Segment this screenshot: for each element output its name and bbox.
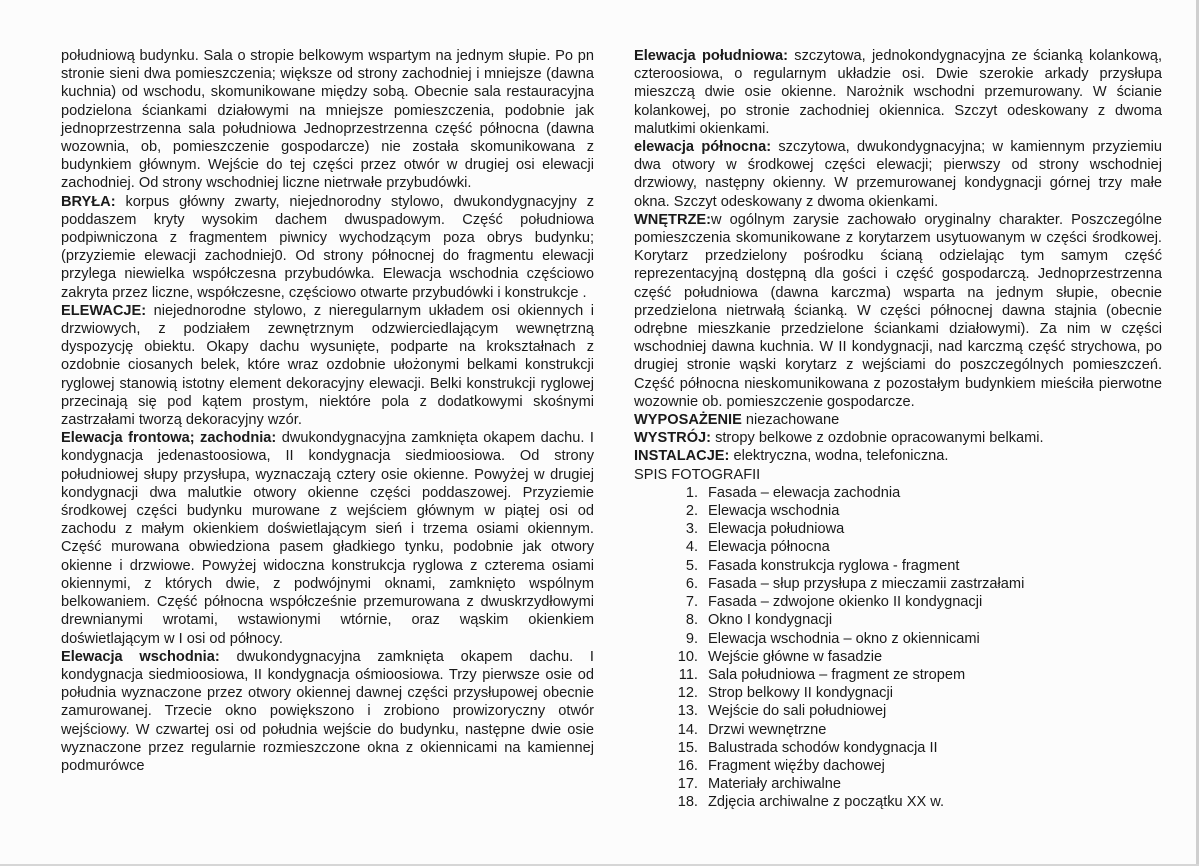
photo-list-item xyxy=(634,538,1162,556)
paragraph-text: elektryczna, wodna, telefoniczna. xyxy=(729,448,949,465)
photo-list-item xyxy=(634,611,1162,629)
paragraph-elewacja-polnocna xyxy=(634,138,1162,211)
paragraph-label: WYPOSAŻENIE xyxy=(634,412,742,429)
photo-list-item xyxy=(634,575,1162,593)
photo-list-caption: Fragment więźby dachowej xyxy=(708,757,885,774)
photo-list-caption: Fasada konstrukcja ryglowa - fragment xyxy=(708,557,960,574)
photo-list-number: 10. xyxy=(677,648,698,665)
photo-list-number: 5. xyxy=(685,557,698,574)
photo-list-item xyxy=(634,721,1162,739)
paragraph-elewacja-wschodnia xyxy=(61,648,594,775)
paragraph-text: stropy belkowe z ozdobnie opracowanymi belkami. xyxy=(711,430,1044,447)
photo-list-number: 1. xyxy=(685,484,698,501)
paragraph-label: elewacja północna: xyxy=(634,139,772,156)
photo-list-number: 3. xyxy=(685,521,698,538)
photo-list-item xyxy=(634,484,1162,502)
photo-list-item xyxy=(634,557,1162,575)
photo-list-item xyxy=(634,793,1162,811)
photo-list-item xyxy=(634,648,1162,666)
photo-list-caption: Fasada – zdwojone okienko II kondygnacji xyxy=(708,594,983,611)
paragraph-label: Elewacja wschodnia: xyxy=(61,648,220,665)
photo-list-item xyxy=(634,702,1162,720)
paragraph-text: szczytowa, dwukondygnacyjna; w kamiennym przyziemiu dwa otwory w środkowej części elewacji; pierwszy od strony wschodniej drzwiowy, następny okienny. W przemurowanej kondygnacji górnej trzy małe okna. Szczyt odeskowany z dwoma okienkami. xyxy=(634,139,1162,210)
paragraph-label: ELEWACJE: xyxy=(61,302,147,319)
photo-list-caption: Fasada – słup przysłupa z mieczamii zastrzałami xyxy=(708,575,1025,592)
paragraph-label: Elewacja frontowa; zachodnia: xyxy=(61,430,277,447)
paragraph-label: WNĘTRZE: xyxy=(634,211,712,228)
paragraph-wystroj xyxy=(634,429,1162,447)
photo-list-caption: Fasada – elewacja zachodnia xyxy=(708,484,901,501)
photo-list-caption: Wejście do sali południowej xyxy=(708,703,887,720)
photo-list-item xyxy=(634,630,1162,648)
photo-list-item xyxy=(634,520,1162,538)
paragraph-label: Elewacja południowa: xyxy=(634,48,788,64)
photo-list-number: 7. xyxy=(685,594,698,611)
photo-list-number: 12. xyxy=(677,685,698,702)
paragraph-text: korpus główny zwarty, niejednorodny stylowo, dwukondygnacyjny z poddaszem kryty wysokim dachem dwuspadowym. Część południowa podpiwniczona z fragmentem piwnicy wychodzącym poza obrys budynku; (przyziemie elewacji zachodniej0. Od strony północnej do fragmentu elewacji przylega niewielka współczesna przybudówka. Elewacja wschodnia częściowo zakryta przez liczne, współczesne, częściowo otwarte przybudówki i konstrukcje . xyxy=(61,193,594,301)
photo-list-number: 13. xyxy=(677,703,698,720)
photo-list xyxy=(634,484,1162,812)
photo-list-number: 18. xyxy=(677,794,698,811)
paragraph-label: INSTALACJE: xyxy=(634,448,730,465)
paragraph-elewacje xyxy=(61,302,594,429)
photo-list-number: 9. xyxy=(685,630,698,647)
paragraph-label: BRYŁA: xyxy=(61,193,116,210)
paragraph-text: niezachowane xyxy=(741,412,840,429)
photo-list-item xyxy=(634,775,1162,793)
photo-list-caption: Strop belkowy II kondygnacji xyxy=(708,685,893,702)
photo-list-number: 2. xyxy=(685,503,698,520)
paragraph-bryla xyxy=(61,193,594,302)
photo-list-caption: Sala południowa – fragment ze stropem xyxy=(708,666,966,683)
photo-list-caption: Drzwi wewnętrzne xyxy=(708,721,827,738)
paragraph-elewacja-poludniowa xyxy=(634,47,1162,138)
photo-list-caption: Okno I kondygnacji xyxy=(708,612,833,629)
photo-list-caption: Zdjęcia archiwalne z początku XX w. xyxy=(708,794,945,811)
photo-list-item xyxy=(634,739,1162,757)
photo-list-item xyxy=(634,757,1162,775)
paragraph-text: południową budynku. Sala o stropie belkowym wspartym na jednym słupie. Po pn stronie sieni dwa pomieszczenia; większe od strony zachodniej i mniejsze (dawna kuchnia) od wschodu, skomunikowane między sobą. Obecnie sala restauracyjna podzielona ściankami działowymi na mniejsze pomieszczenia, podobnie jak jednoprzestrzenna sala południowa Jednoprzestrzenna część północna (dawna wozownia, ob, pomieszczenie gospodarcze) nie została skomunikowana z budynkiem głównym. Wejście do tej części przez otwór w drugiej osi elewacji zachodniej. Od strony wschodniej liczne nietrwałe przybudówki. xyxy=(61,48,594,192)
photo-list-caption: Materiały archiwalne xyxy=(708,776,842,793)
paragraph-text: dwukondygnacyjna zamknięta okapem dachu. I kondygnacja siedmioosiowa, II kondygnacja ośmioosiowa. Trzy pierwsze osie od południa wyznaczone przez otwory okiennej dawnej części przysłupowej obecnie zamurowanej. Trzecie okno powiększono i zrobiono prowizoryczny otwór wejściowy. W czwartej osi od południa wejście do budynku, następne dwie osie wyznaczone przez regularnie rozmieszczone okna z okiennicami na kamiennej podmurówce xyxy=(61,648,594,774)
photo-list-number: 15. xyxy=(677,739,698,756)
paragraph-elewacja-frontowa xyxy=(61,429,594,647)
photo-list-number: 14. xyxy=(677,721,698,738)
photo-list-caption: Elewacja wschodnia – okno z okiennicami xyxy=(708,630,980,647)
photo-list-caption: Elewacja południowa xyxy=(708,521,845,538)
paragraph-text: w ogólnym zarysie zachowało oryginalny charakter. Poszczególne pomieszczenia skomunikowane z korytarzem usytuowanym w części środkowej. Korytarz przedzielony pośrodku ścianą odzielając tym samym część reprezentacyjną dostępną dla gości i część gospodarczą. Jednoprzestrzenna część południowa (dawna karczma) wsparta na jednym słupie, obecnie przedzielona nietrwałą ścianką. W części północnej dawna stajnia (obecnie odrębne mieszkanie przedzielone ściankami działowymi). Za nim w części wschodniej dawna kuchnia. W II kondygnacji, nad karczmą część strychowa, po drugiej stronie wąski korytarz z wejściami do poszczególnych pomieszczeń. Część północna nieskomunikowana z pozostałym budynkiem mieściła pierwotne wozownie ob. pomieszczenie gospodarcze. xyxy=(634,211,1162,410)
photo-list-item xyxy=(634,593,1162,611)
photo-list-number: 6. xyxy=(685,575,698,592)
paragraph-text: dwukondygnacyjna zamknięta okapem dachu. I kondygnacja jedenastoosiowa, II kondygnacja siedmioosiowa. Od strony południowej słupy przysłupa, wyznaczają cztery osie okienne. Powyżej w drugiej kondygnacji dwa malutkie otwory okienne części poddaszowej. Przyziemie środkowej części budynku murowane z wejściem głównym w piątej osi od zachodu z małym okienkiem doświetlającym sień i trzema osiami okiennym. Część murowana obwiedziona pasem gładkiego tynku, podobnie jak otwory okienne i drzwiowe. Powyżej widoczna konstrukcja ryglowa z czterema osiami okiennymi, z których dwie, z podwójnymi oknami, zamknięto wspólnym belkowaniem. Część północna współcześnie przemurowana z dwuskrzydłowymi drewnianymi wrotami, wstawionymi wtórnie, oraz wąskim okienkiem doświetlającym w I osi od północy. xyxy=(61,430,594,647)
paragraph-text: niejednorodne stylowo, z nieregularnym układem osi okiennych i drzwiowych, z podziałem zewnętrznym odzwierciedlającym wewnętrzną dyspozycję obiektu. Okapy dachu wysunięte, podparte na krokształnach z ozdobnie ciosanych belek, które wraz ozdobnie ułożonymi belkami konstrukcji ryglowej stanowią istotny element dekoracyjny elewacji. Belki konstrukcji ryglowej przecinają się pod kątem prostym, niektóre pola z dodatkowymi skośnymi zastrzałami tworzą dekoracyjny wzór. xyxy=(61,302,594,429)
paragraph-label: WYSTRÓJ: xyxy=(634,430,712,447)
paragraph-wnetrze xyxy=(634,211,1162,411)
paragraph-text: szczytowa, jednokondygnacyjna ze ścianką kolankową, czteroosiowa, o regularnym układzie osi. Dwie szerokie arkady przysłupa mieszczą dwie osie okienne. Narożnik wschodni przemurowany. W ścianie kolankowej, po stronie zachodniej okiennica. Szczyt odeskowany z dwoma malutkimi okienkami. xyxy=(634,48,1162,137)
photo-list-caption: Elewacja północna xyxy=(708,539,830,556)
paragraph-intro xyxy=(61,47,594,193)
photo-list-number: 16. xyxy=(677,757,698,774)
photo-list-item xyxy=(634,684,1162,702)
photo-list-caption: Wejście główne w fasadzie xyxy=(708,648,883,665)
right-column xyxy=(634,47,1162,812)
photo-list-item xyxy=(634,502,1162,520)
photo-list-title: SPIS FOTOGRAFII xyxy=(634,466,761,483)
photo-list-number: 4. xyxy=(685,539,698,556)
paragraph-wyposazenie xyxy=(634,411,1162,429)
photo-list-number: 11. xyxy=(678,666,698,683)
photo-list-caption: Balustrada schodów kondygnacja II xyxy=(708,739,938,756)
photo-list-number: 17. xyxy=(677,776,698,793)
photo-list-item xyxy=(634,666,1162,684)
photo-list-number: 8. xyxy=(685,612,698,629)
paragraph-instalacje xyxy=(634,447,1162,465)
left-column xyxy=(61,47,594,775)
photo-list-caption: Elewacja wschodnia xyxy=(708,503,840,520)
